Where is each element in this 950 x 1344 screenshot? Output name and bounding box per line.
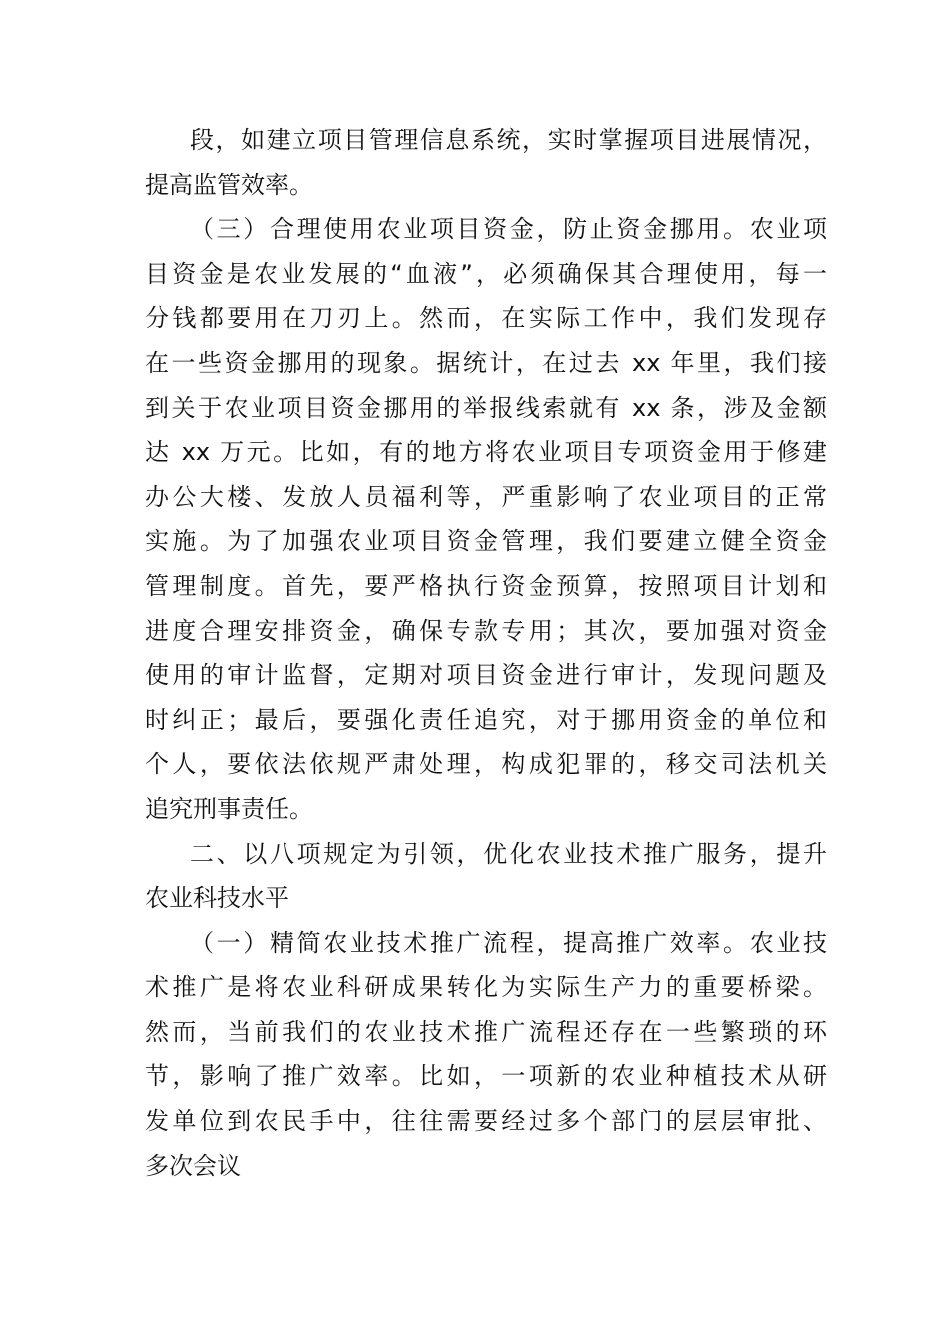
- text-line: 多次会议: [145, 1151, 241, 1180]
- text-line: 节，影响了推广效率。比如，一项新的农业种植技术从研: [145, 1062, 827, 1091]
- text-line: 实施。为了加强农业项目资金管理，我们要建立健全资金: [145, 527, 827, 556]
- text-line: 办公大楼、发放人员福利等，严重影响了农业项目的正常: [145, 482, 827, 511]
- text-line: （一）精简农业技术推广流程，提高推广效率。农业技: [190, 928, 827, 957]
- text-line: 提高监管效率。: [145, 170, 313, 199]
- text-line: 分钱都要用在刀刃上。然而，在实际工作中，我们发现存: [145, 304, 827, 333]
- text-line: （三）合理使用农业项目资金，防止资金挪用。农业项: [190, 215, 827, 244]
- text-line: 段，如建立项目管理信息系统，实时掌握项目进展情况，: [190, 126, 827, 154]
- text-line: 在一些资金挪用的现象。据统计，在过去 xx 年里，我们接: [145, 348, 827, 377]
- text-line: 发单位到农民手中，往往需要经过多个部门的层层审批、: [145, 1107, 827, 1136]
- text-line: 达 xx 万元。比如，有的地方将农业项目专项资金用于修建: [145, 438, 827, 467]
- text-line: 时纠正；最后，要强化责任追究，对于挪用资金的单位和: [145, 705, 827, 734]
- text-line: 二、以八项规定为引领，优化农业技术推广服务，提升: [190, 839, 827, 868]
- text-line: 进度合理安排资金，确保专款专用；其次，要加强对资金: [145, 616, 827, 645]
- text-line: 个人，要依法依规严肃处理，构成犯罪的，移交司法机关: [145, 750, 827, 779]
- text-line: 使用的审计监督，定期对项目资金进行审计，发现问题及: [145, 661, 827, 690]
- text-line: 农业科技水平: [145, 884, 289, 913]
- text-line: 追究刑事责任。: [145, 794, 313, 823]
- text-line: 术推广是将农业科研成果转化为实际生产力的重要桥梁。: [145, 973, 827, 1002]
- document-body: [145, 118, 827, 1188]
- text-line: 然而，当前我们的农业技术推广流程还存在一些繁琐的环: [145, 1017, 827, 1046]
- text-line: 管理制度。首先，要严格执行资金预算，按照项目计划和: [145, 571, 827, 600]
- text-line: 目资金是农业发展的“血液”，必须确保其合理使用，每一: [145, 259, 827, 288]
- text-line: 到关于农业项目资金挪用的举报线索就有 xx 条，涉及金额: [145, 393, 827, 422]
